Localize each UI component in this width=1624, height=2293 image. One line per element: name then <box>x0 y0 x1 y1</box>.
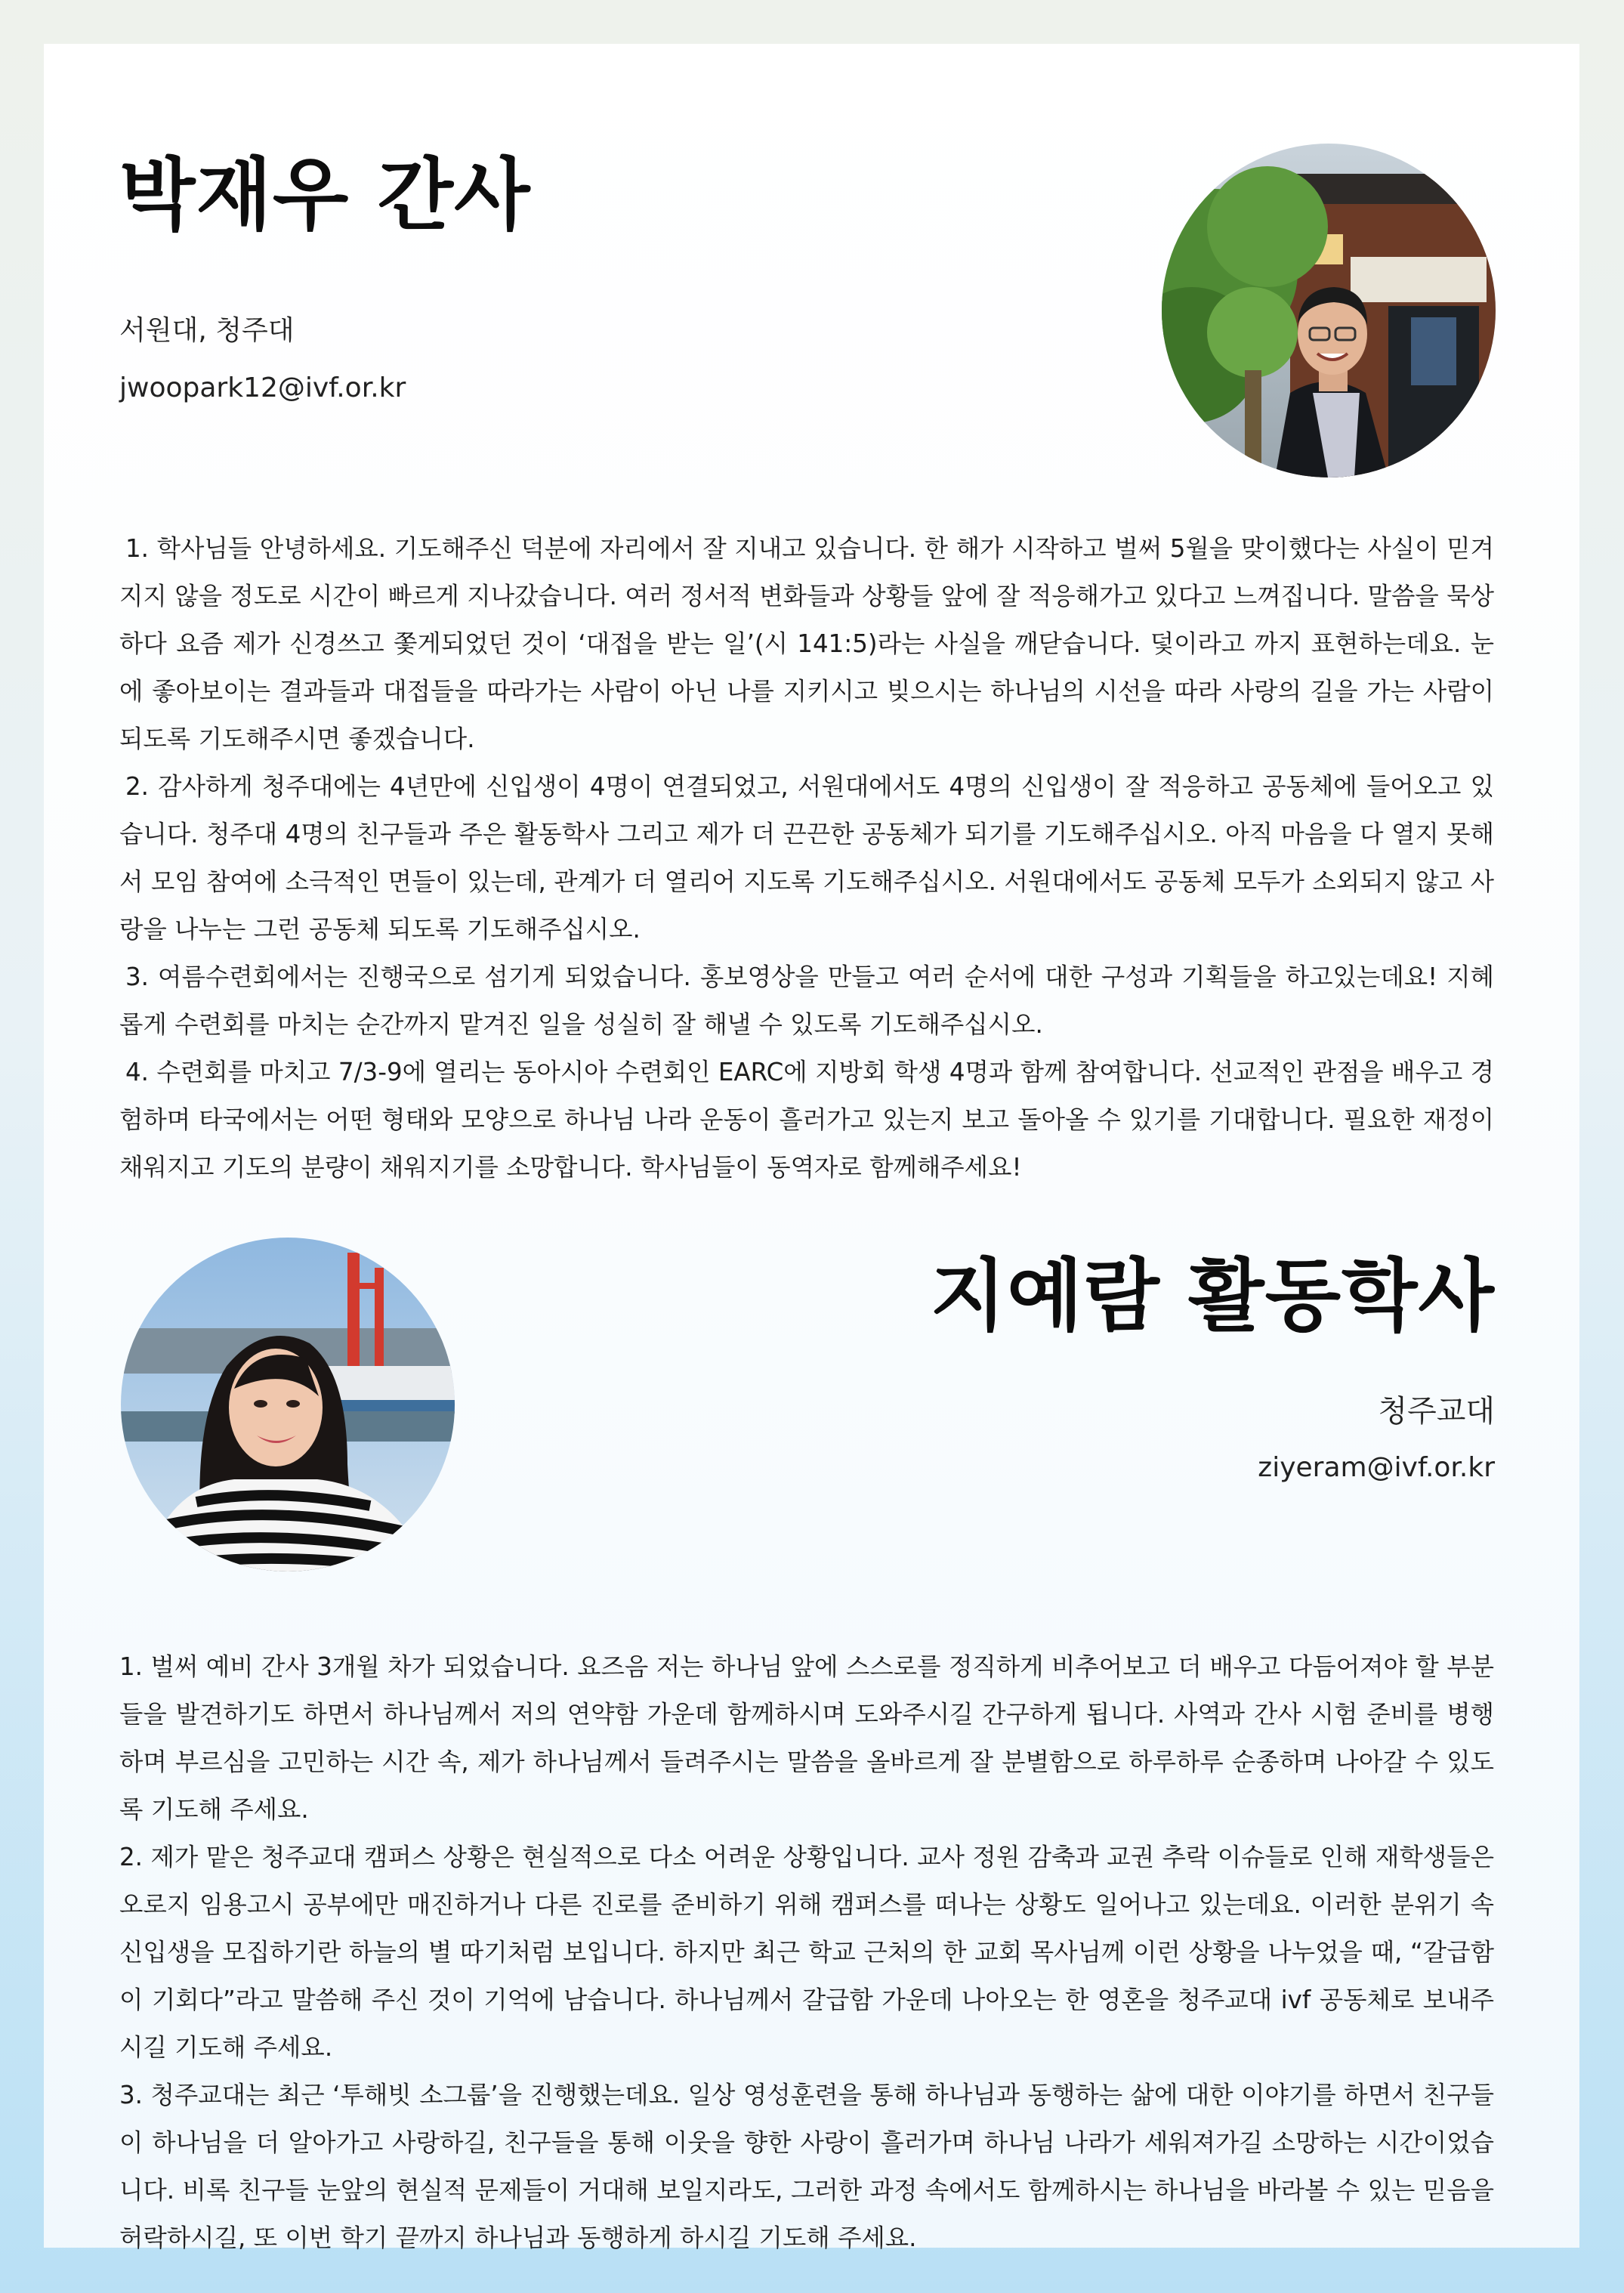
profile-photo-2 <box>121 1238 455 1571</box>
prayer-item: 1. 벌써 예비 간사 3개월 차가 되었습니다. 요즈음 저는 하나님 앞에 스스로를 정직하게 비추어보고 더 배우고 다듬어져야 할 부분들을 발견하기도 하면서 하나님께서 저의 연약함 가운데 함께하시며 도와주시길 간구하게 됩니다. 사역과 간사 시험 준비를 병행하며 부르심을 고민하는 시간 속, 제가 하나님께서 들려주시는 말씀을 올바르게 잘 분별함으로 하루하루 순종하며 나아갈 수 있도록 기도해 주세요. <box>119 1652 1494 1824</box>
prayer-item: 2. 감사하게 청주대에는 4년만에 신입생이 4명이 연결되었고, 서원대에서도 4명의 신입생이 잘 적응하고 공동체에 들어오고 있습니다. 청주대 4명의 친구들과 주은 활동학사 그리고 제가 더 끈끈한 공동체가 되기를 기도해주십시오. 아직 마음을 다 열지 못해서 모임 참여에 소극적인 면들이 있는데, 관계가 더 열리어 지도록 기도해주십시오. 서원대에서도 공동체 모두가 소외되지 않고 사랑을 나누는 그런 공동체 되도록 기도해주십시오. <box>119 772 1494 944</box>
profile-name: 지예람 활동학사 <box>930 1249 1495 1342</box>
profile-email: ziyeram@ivf.or.kr <box>1258 1452 1495 1483</box>
prayer-list-2 <box>119 1643 1494 2262</box>
profile-photo-1 <box>1162 144 1496 477</box>
profile-email: jwoopark12@ivf.or.kr <box>119 372 406 403</box>
prayer-item: 2. 제가 맡은 청주교대 캠퍼스 상황은 현실적으로 다소 어려운 상황입니다. 교사 정원 감축과 교권 추락 이슈들로 인해 재학생들은 오로지 임용고시 공부에만 매진하거나 다른 진로를 준비하기 위해 캠퍼스를 떠나는 상황도 일어나고 있는데요. 이러한 분위기 속 신입생을 모집하기란 하늘의 별 따기처럼 보입니다. 하지만 최근 학교 근처의 한 교회 목사님께 이런 상황을 나누었을 때, “갈급함이 기회다”라고 말씀해 주신 것이 기억에 남습니다. 하나님께서 갈급함 가운데 나아오는 한 영혼을 청주교대 ivf 공동체로 보내주시길 기도해 주세요. <box>119 1843 1494 2062</box>
profile-header-1 <box>119 148 531 403</box>
profile-name: 박재우 간사 <box>119 148 531 241</box>
prayer-list-1 <box>119 525 1494 1191</box>
prayer-item: 3. 청주교대는 최근 ‘투해빗 소그룹’을 진행했는데요. 일상 영성훈련을 통해 하나님과 동행하는 삶에 대한 이야기를 하면서 친구들이 하나님을 더 알아가고 사랑하길, 친구들을 통해 이웃을 향한 사랑이 흘러가며 하나님 나라가 세워져가길 소망하는 시간이었습니다. 비록 친구들 눈앞의 현실적 문제들이 거대해 보일지라도, 그러한 과정 속에서도 함께하시는 하나님을 바라볼 수 있는 믿음을 허락하시길, 또 이번 학기 끝까지 하나님과 동행하게 하시길 기도해 주세요. <box>119 2081 1494 2252</box>
profile-header-2 <box>815 1249 1495 1483</box>
portrait-man-image <box>1162 144 1496 477</box>
portrait-woman-image <box>121 1238 455 1571</box>
newsletter-page <box>44 44 1579 2252</box>
prayer-item: 4. 수련회를 마치고 7/3-9에 열리는 동아시아 수련회인 EARC에 지방회 학생 4명과 함께 참여합니다. 선교적인 관점을 배우고 경험하며 타국에서는 어떤 형태와 모양으로 하나님 나라 운동이 흘러가고 있는지 보고 돌아올 수 있기를 기대합니다. 필요한 재정이 채워지고 기도의 분량이 채워지기를 소망합니다. 학사님들이 동역자로 함께해주세요! <box>119 1058 1494 1182</box>
prayer-item: 1. 학사님들 안녕하세요. 기도해주신 덕분에 자리에서 잘 지내고 있습니다. 한 해가 시작하고 벌써 5월을 맞이했다는 사실이 믿겨지지 않을 정도로 시간이 빠르게 지나갔습니다. 여러 정서적 변화들과 상황들 앞에 잘 적응해가고 있다고 느껴집니다. 말씀을 묵상하다 요즘 제가 신경쓰고 쫓게되었던 것이 ‘대접을 받는 일’(시 141:5)라는 사실을 깨닫습니다. 덫이라고 까지 표현하는데요. 눈에 좋아보이는 결과들과 대접들을 따라가는 사람이 아닌 나를 지키시고 빚으시는 하나님의 시선을 따라 사랑의 길을 가는 사람이 되도록 기도해주시면 좋겠습니다. <box>119 534 1494 753</box>
prayer-item: 3. 여름수련회에서는 진행국으로 섬기게 되었습니다. 홍보영상을 만들고 여러 순서에 대한 구성과 기획들을 하고있는데요! 지혜롭게 수련회를 마치는 순간까지 맡겨진 일을 성실히 잘 해낼 수 있도록 기도해주십시오. <box>119 963 1494 1039</box>
profile-school: 서원대, 청주대 <box>119 315 295 346</box>
profile-school: 청주교대 <box>1378 1394 1495 1429</box>
